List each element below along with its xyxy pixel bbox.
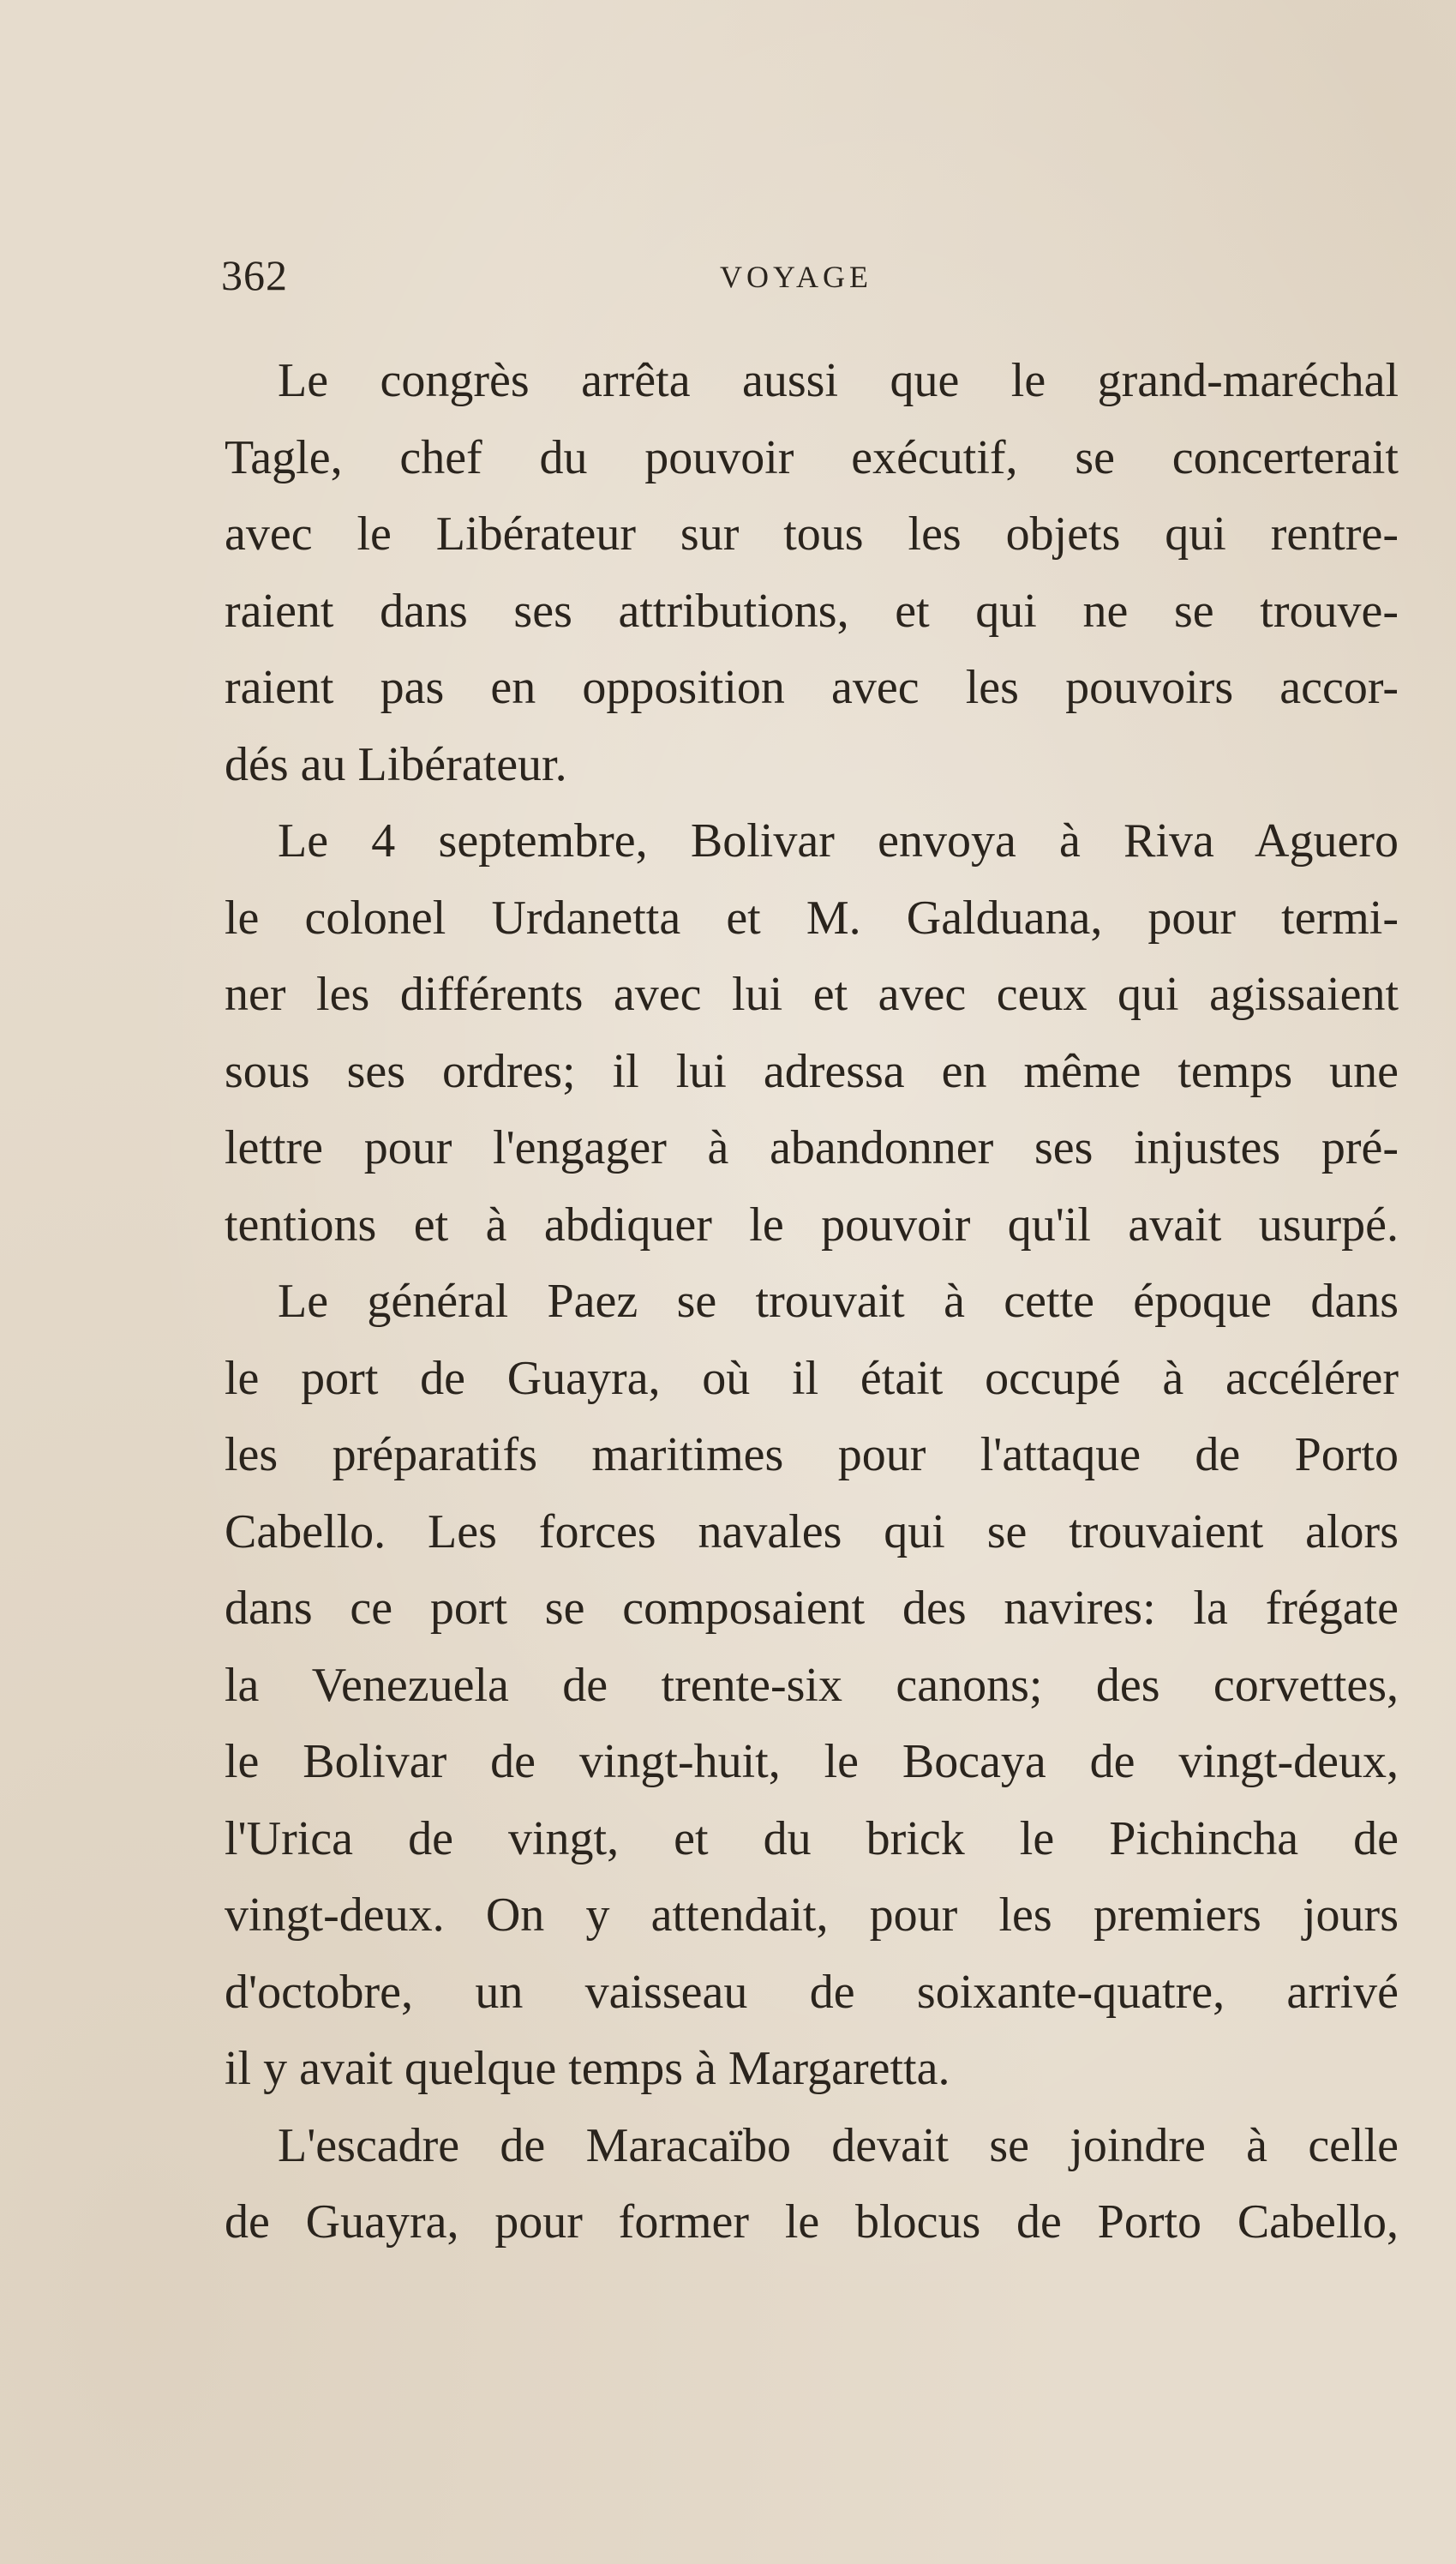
text-line: Le 4 septembre, Bolivar envoya à Riva Aguero <box>278 814 1399 868</box>
text-line: les préparatifs maritimes pour l'attaque de Porto <box>225 1428 1399 1481</box>
text-line: Tagle, chef du pouvoir exécutif, se concerterait <box>225 430 1399 484</box>
text-line: le Bolivar de vingt-huit, le Bocaya de vingt-deux, <box>225 1735 1399 1788</box>
text-line: le colonel Urdanetta et M. Galduana, pour termi- <box>225 891 1399 945</box>
text-line: d'octobre, un vaisseau de soixante-quatre, arrivé <box>225 1965 1399 2019</box>
running-head <box>221 250 1455 319</box>
text-line: tentions et à abdiquer le pouvoir qu'il avait usurpé. <box>225 1198 1399 1252</box>
text-line: la Venezuela de trente-six canons; des corvettes, <box>225 1658 1399 1712</box>
text-line: ner les différents avec lui et avec ceux qui agissaient <box>225 968 1399 1021</box>
text-line: dans ce port se composaient des navires: la frégate <box>225 1582 1399 1635</box>
text-line: Cabello. Les forces navales qui se trouvaient alors <box>225 1504 1399 1558</box>
text-line: Le général Paez se trouvait à cette époque dans <box>278 1275 1399 1328</box>
text-line: il y avait quelque temps à Margaretta. <box>225 2042 950 2095</box>
text-line: de Guayra, pour former le blocus de Porto Cabello, <box>225 2195 1399 2249</box>
text-line: sous ses ordres; il lui adressa en même temps une <box>225 1044 1399 1098</box>
text-line: avec le Libérateur sur tous les objets qui rentre- <box>225 507 1399 561</box>
text-line: lettre pour l'engager à abandonner ses injustes pré- <box>225 1121 1399 1174</box>
text-line: Le congrès arrêta aussi que le grand-maréchal <box>278 354 1399 407</box>
text-line: L'escadre de Maracaïbo devait se joindre à celle <box>278 2118 1399 2172</box>
text-line: raient dans ses attributions, et qui ne se trouve- <box>225 584 1399 638</box>
text-line: le port de Guayra, où il était occupé à accélérer <box>225 1351 1399 1405</box>
text-line: raient pas en opposition avec les pouvoirs accor- <box>225 661 1399 714</box>
page-number: 362 <box>221 251 288 299</box>
body-text <box>225 343 1399 2261</box>
text-line: l'Urica de vingt, et du brick le Pichincha de <box>225 1811 1399 1865</box>
running-title: VOYAGE <box>720 260 872 294</box>
text-line: dés au Libérateur. <box>225 737 567 791</box>
text-line: vingt-deux. On y attendait, pour les premiers jours <box>225 1888 1399 1942</box>
